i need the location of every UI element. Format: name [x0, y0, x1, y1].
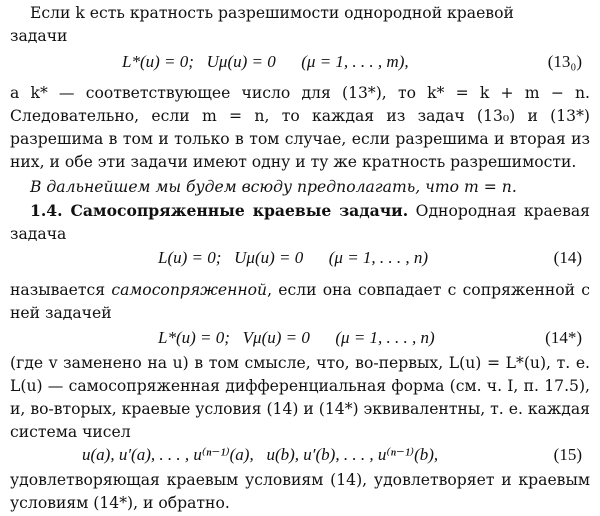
paragraph-definition [10, 279, 590, 325]
equation-formula: u(a), u′(a), . . . , u⁽ⁿ⁻¹⁾(a), u(b), u′(b), . . . , u⁽ⁿ⁻¹⁾(b), [82, 445, 439, 464]
text-line: Если k есть кратность разрешимости однородной краевой [30, 4, 514, 22]
equation-number: (13₀) [547, 52, 582, 71]
equation-13-0 [10, 50, 590, 74]
paragraph-assumption: В дальнейшем мы будем всюду предполагать, что m = n. [30, 178, 517, 196]
equation-formula: L(u) = 0; Uμ(u) = 0 (μ = 1, . . . , n) [158, 248, 429, 267]
text-run: называется [10, 281, 112, 299]
text-run: , если она совпадает с сопряженной с ней задачей [10, 281, 590, 322]
paragraph-intro [10, 2, 590, 48]
equation-formula: L*(u) = 0; Vμ(u) = 0 (μ = 1, . . . , n) [158, 328, 435, 347]
equation-number: (14) [553, 248, 582, 267]
text-line: задачи [10, 27, 68, 45]
equation-14 [10, 246, 590, 270]
paragraph-conclusion: удовлетворяющая краевым условиям (14), удовлетворяет и краевым условиям (14*), и обратно. [10, 471, 590, 512]
paragraph-section-start [10, 199, 590, 246]
equation-number: (14*) [545, 328, 582, 347]
paragraph-equivalence: (где v заменено на u) в том смысле, что, во-первых, L(u) = L*(u), т. е. L(u) — самосопряженная дифференциальная форма (см. ч. I, п. 17.5), и, во-вторых, краевые условия (14) и (14*) эквивалентны, т. е. каждая система чисел [10, 354, 590, 441]
paragraph-multiplicity: а k* — соответствующее число для (13*), то k* = k + m − n. Следовательно, если m = n, то каждая из задач (13₀) и (13*) разрешима в том и только в том случае, если разрешима и вторая из них, и обе эти задачи имеют одну и ту же кратность разрешимости. [10, 84, 590, 171]
section-heading: 1.4. Самосопряженные краевые задачи. [30, 201, 409, 220]
equation-formula: L*(u) = 0; Uμ(u) = 0 (μ = 1, . . . , m), [122, 52, 409, 71]
text-run: Однородная краевая задача [10, 202, 590, 243]
equation-number: (15) [553, 445, 582, 464]
equation-15 [10, 443, 590, 467]
defined-term: самосопряженной [111, 281, 268, 299]
equation-14-star [10, 326, 590, 350]
